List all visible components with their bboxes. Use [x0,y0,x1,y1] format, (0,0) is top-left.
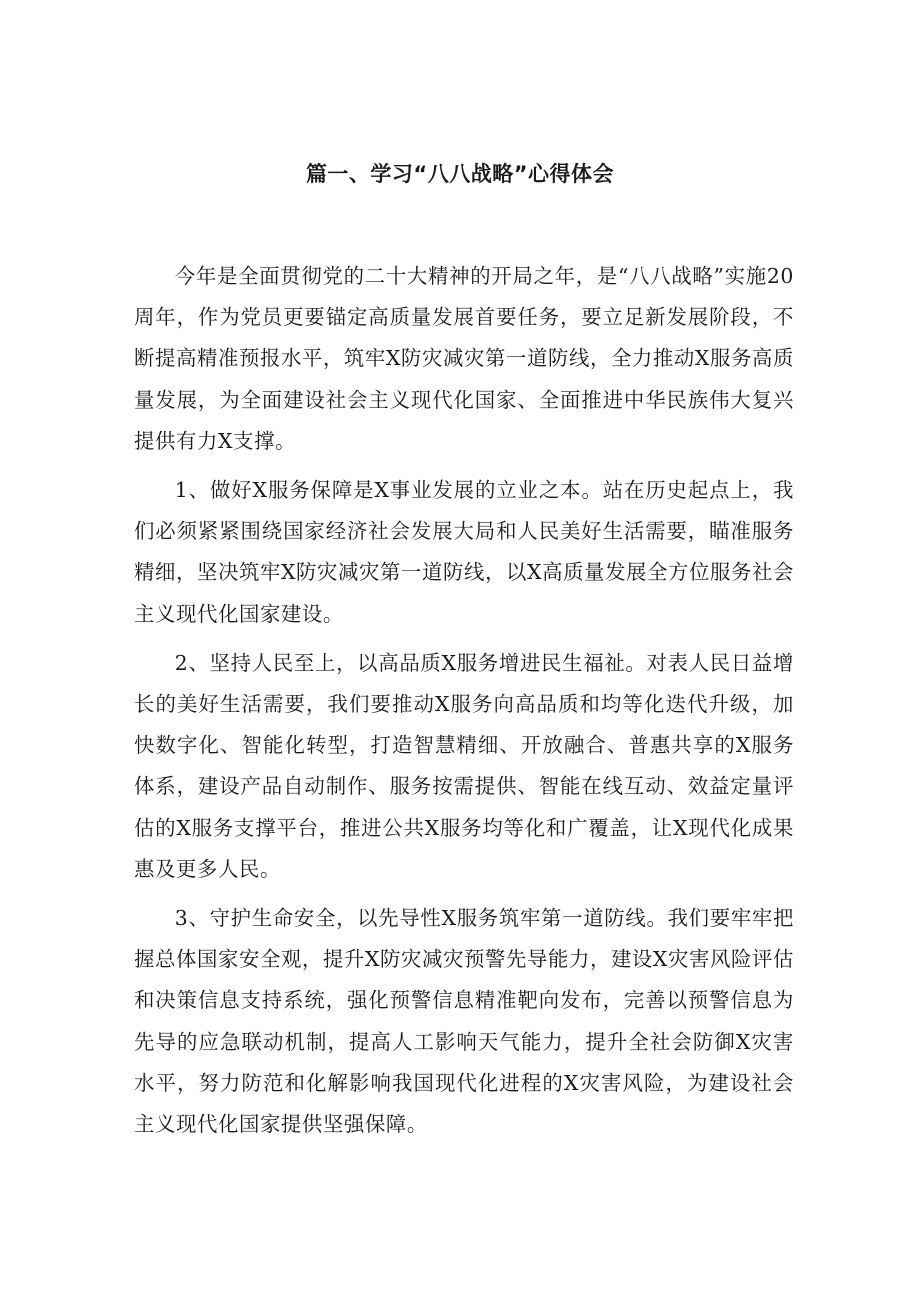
document-title: 篇一、学习“八八战略”心得体会 [305,162,615,186]
document-body [134,256,794,1153]
paragraph-point-2: 2、坚持人民至上，以高品质X服务增进民生福祉。对表人民日益增长的美好生活需要，我们要推动X服务向高品质和均等化迭代升级，加快数字化、智能化转型，打造智慧精细、开放融合、普惠共享的X服务体系，建设产品自动制作、服务按需提供、智能在线互动、效益定量评估的X服务支撑平台，推进公共X服务均等化和广覆盖，让X现代化成果惠及更多人民。 [134,650,794,881]
paragraph-point-1: 1、做好X服务保障是X事业发展的立业之本。站在历史起点上，我们必须紧紧围绕国家经济社会发展大局和人民美好生活需要，瞄准服务精细，坚决筑牢X防灾减灾第一道防线，以X高质量发展全方位服务社会主义现代化国家建设。 [134,478,794,626]
paragraph-intro: 今年是全面贯彻党的二十大精神的开局之年，是“八八战略”实施20周年，作为党员更要锚定高质量发展首要任务，要立足新发展阶段，不断提高精准预报水平，筑牢X防灾减灾第一道防线，全力推动X服务高质量发展，为全面建设社会主义现代化国家、全面推进中华民族伟大复兴提供有力X支撑。 [134,264,794,453]
paragraph-point-3: 3、守护生命安全，以先导性X服务筑牢第一道防线。我们要牢牢把握总体国家安全观，提升X防灾减灾预警先导能力，建设X灾害风险评估和决策信息支持系统，强化预警信息精准靶向发布，完善以预警信息为先导的应急联动机制，提高人工影响天气能力，提升全社会防御X灾害水平，努力防范和化解影响我国现代化进程的X灾害风险，为建设社会主义现代化国家提供坚强保障。 [134,906,794,1137]
